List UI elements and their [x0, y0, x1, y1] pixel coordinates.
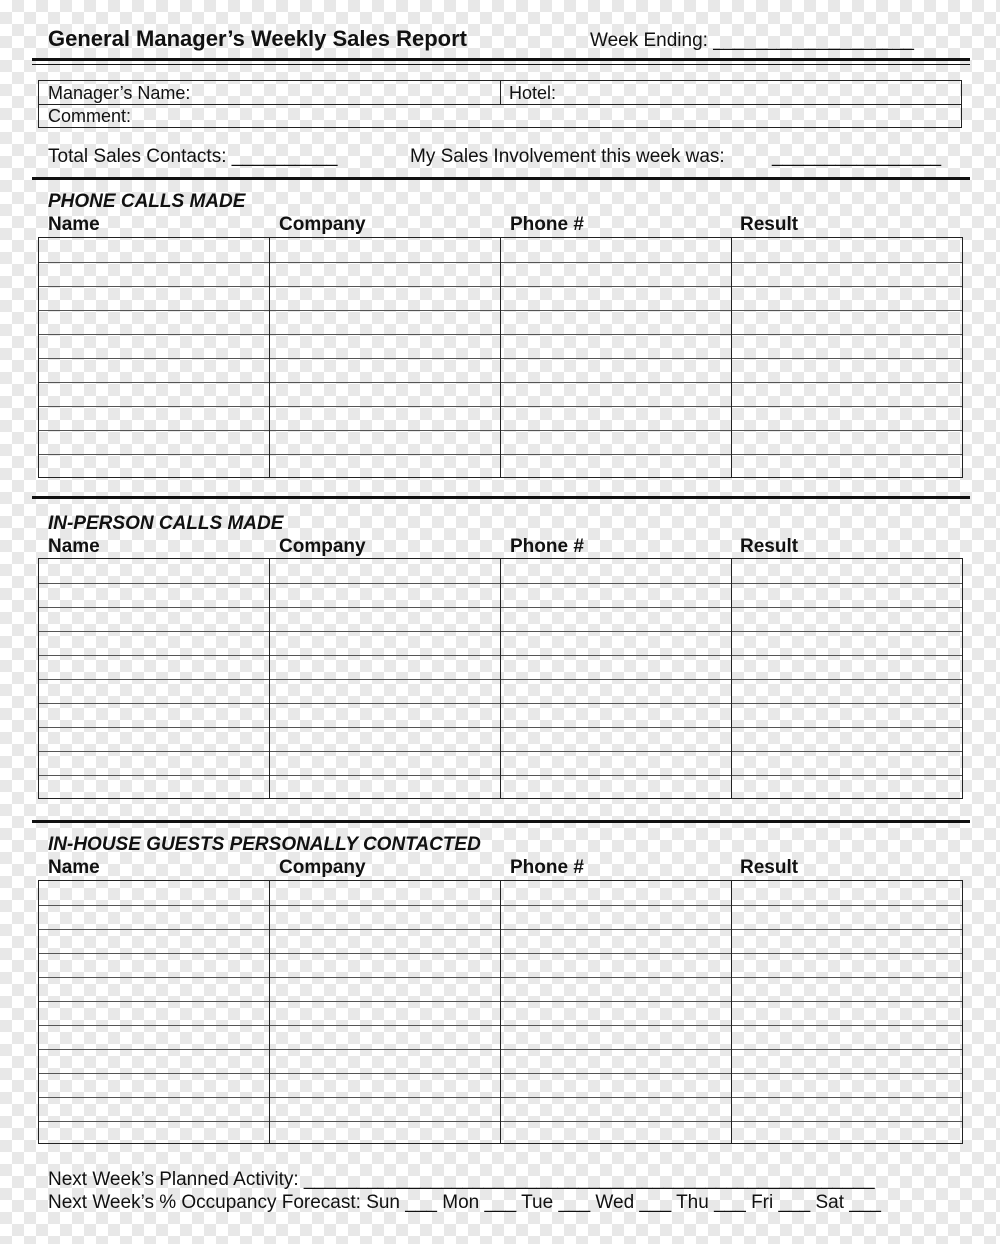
planned-activity-field[interactable]: Next Week’s Planned Activity: ______________________________________________________: [48, 1169, 875, 1190]
table-column-line: [269, 881, 270, 1143]
sales-involvement-field[interactable]: ________________: [772, 146, 942, 167]
column-header-company: Company: [279, 857, 366, 878]
table-column-line: [269, 559, 270, 798]
table-column-line: [500, 559, 501, 798]
column-header-result: Result: [740, 536, 799, 557]
column-header-result: Result: [740, 214, 799, 235]
table-column-line: [731, 238, 732, 477]
report-title: General Manager’s Weekly Sales Report: [48, 26, 467, 51]
manager-name-field[interactable]: Manager’s Name:: [48, 83, 191, 103]
sales-involvement-label: My Sales Involvement this week was:: [410, 146, 725, 167]
column-header-phone: Phone #: [510, 536, 584, 557]
section-title-in-house-guests: IN-HOUSE GUESTS PERSONALLY CONTACTED: [48, 834, 481, 855]
column-header-company: Company: [279, 214, 366, 235]
header-rule: [32, 58, 970, 61]
occupancy-forecast-field[interactable]: Next Week’s % Occupancy Forecast: Sun ___ Mon ___ Tue ___ Wed ___ Thu ___ Fri ___ Sat ___: [48, 1192, 881, 1213]
in-house-guests-table[interactable]: [38, 880, 963, 1144]
comment-field[interactable]: Comment:: [48, 106, 132, 126]
table-column-line: [731, 559, 732, 798]
column-header-name: Name: [48, 857, 100, 878]
manager-info-box: [38, 80, 962, 128]
header-rule-thin: [32, 64, 970, 65]
section-rule-in-person: [32, 496, 970, 499]
column-header-name: Name: [48, 536, 100, 557]
info-divider: [500, 81, 501, 105]
week-ending-field[interactable]: Week Ending: ___________________: [590, 30, 914, 51]
column-header-company: Company: [279, 536, 366, 557]
column-header-phone: Phone #: [510, 857, 584, 878]
total-sales-contacts-field[interactable]: Total Sales Contacts: __________: [48, 146, 338, 167]
column-header-name: Name: [48, 214, 100, 235]
table-column-line: [500, 881, 501, 1143]
in-person-calls-table[interactable]: [38, 558, 963, 799]
section-title-phone-calls: PHONE CALLS MADE: [48, 191, 246, 212]
column-header-result: Result: [740, 857, 799, 878]
hotel-field[interactable]: Hotel:: [509, 83, 557, 103]
section-rule-in-house: [32, 820, 970, 823]
table-column-line: [731, 881, 732, 1143]
section-rule-phone: [32, 177, 970, 180]
table-column-line: [500, 238, 501, 477]
section-title-in-person-calls: IN-PERSON CALLS MADE: [48, 513, 284, 534]
phone-calls-table[interactable]: [38, 237, 963, 478]
column-header-phone: Phone #: [510, 214, 584, 235]
table-column-line: [269, 238, 270, 477]
